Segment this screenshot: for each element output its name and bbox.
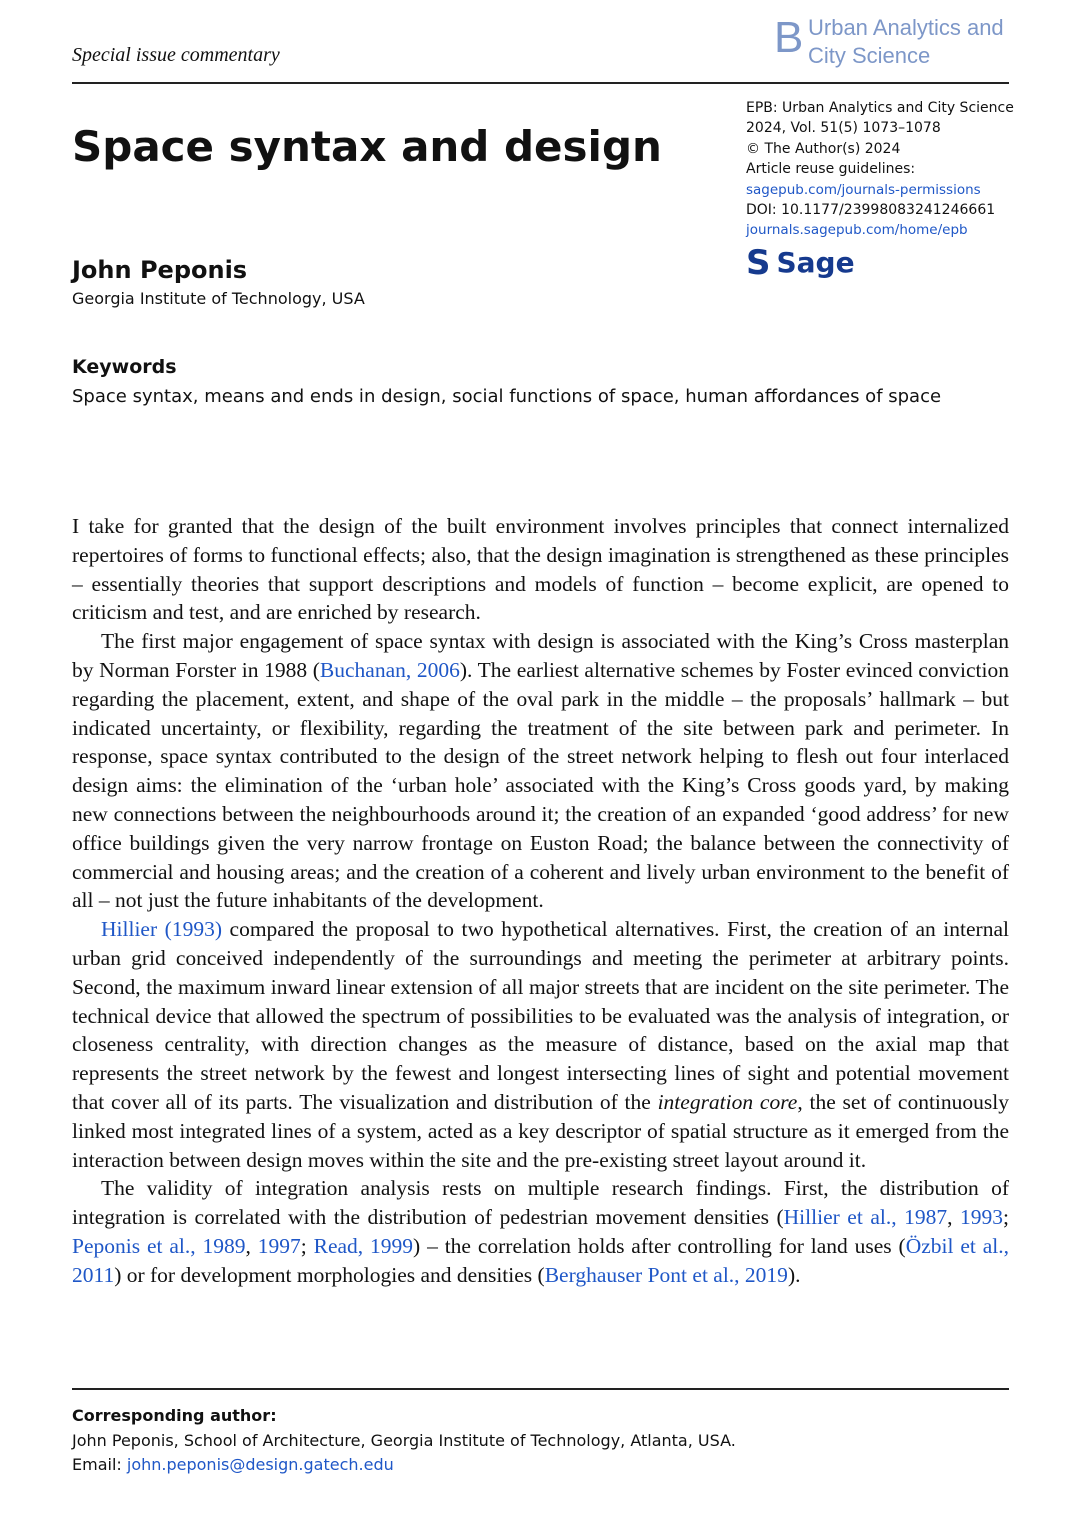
article-body [72,512,1009,1290]
citation-link[interactable]: Read, 1999 [313,1233,414,1258]
text-span: ). [787,1262,801,1287]
header-divider [72,82,1009,84]
citation-link[interactable]: 1997 [257,1233,301,1258]
italic-term: integration core [657,1089,798,1114]
text-span: The validity of integration analysis rests on multiple research findings. First, the distribution of integration is correlated with the distribution of pedestrian movement densities ( [72,1176,1009,1230]
journal-citation: EPB: Urban Analytics and City Science [746,100,1014,116]
text-span: ; [1003,1205,1010,1230]
issue-type-label: Special issue commentary [72,44,280,66]
citation-link[interactable]: 1993 [960,1205,1004,1230]
author-name: John Peponis [72,256,248,284]
copyright-notice: © The Author(s) 2024 [746,140,901,157]
text-span: ). The earliest alternative schemes by Foster evinced conviction regarding the placement, extent, and shape of the oval park in the middle – the proposals’ hallmark – but indicated uncertainty, or flexibility, regarding the treatment of the site between park and perimeter. In response, space syntax contributed to the design of the street network helping to flesh out four interlaced design aims: the elimination of the ‘urban hole’ associated with the King’s Cross goods yard, by making new connections between the neighbourhoods around it; the creation of an expanded ‘good address’ for new office buildings given the very narrow frontage on Euston Road; the balance between the connectivity of commercial and housing areas; and the creation of a coherent and lively urban environment to the benefit of all – not just the future inhabitants of the development. [72,657,1009,913]
text-span: , [245,1233,258,1258]
author-affiliation: Georgia Institute of Technology, USA [72,289,365,308]
journal-name-line1: Urban Analytics and [808,15,1004,40]
journal-home-link[interactable]: journals.sagepub.com/home/epb [746,222,968,239]
text-span: The first major engagement of space syntax with design is associated with the King’s Cross masterplan by Norman Forster in 1988 ( [72,629,1009,682]
doi[interactable]: DOI: 10.1177/23998083241246661 [746,202,996,219]
journal-name [808,14,1004,70]
reuse-label: Article reuse guidelines: [746,161,916,178]
citation-link[interactable]: Özbil et al., 2011 [72,1233,1009,1287]
email-label: Email: [72,1455,127,1474]
citation-link[interactable]: Hillier et al., 1987 [783,1205,948,1230]
text-span: compared the proposal to two hypothetical alternatives. First, the creation of an internal urban grid conceived independently of the surroundings and meeting the perimeter at arbitrary points. Second, the maximum inward linear extension of all major streets that are incident on the site perimeter. The technical device that allowed the spectrum of possibilities to be evaluated was the analysis of integration, or closeness centrality, with direction changes as the measure of distance, based on the axial map that represents the street network by the fewest and longest intersecting lines of sight and potential movement that cover all of its parts. The visualization and distribution of the [72,917,1009,1114]
journal-name-line2: City Science [808,43,931,68]
paragraph-1: I take for granted that the design of the built environment involves principles that connect internalized repertoires of forms to functional effects; also, that the design imagination is strengthened as these principles – essentially theories that support descriptions and models of function – become explicit, are opened to criticism and test, and are enriched by research. [72,514,1009,625]
journal-logo-letter: B [774,13,804,62]
publisher-logo[interactable] [746,244,855,282]
volume-info: 2024, Vol. 51(5) 1073–1078 [746,120,941,137]
keywords-list: Space syntax, means and ends in design, social functions of space, human affordances of space [72,386,942,407]
paragraph-3 [72,915,1009,1174]
text-span: , [947,1205,961,1230]
text-span: ; [300,1233,314,1258]
article-title: Space syntax and design [72,122,662,171]
email-link[interactable]: john.peponis@design.gatech.edu [126,1455,394,1474]
text-span: ) – the correlation holds after controlling for land uses ( [413,1233,906,1258]
citation-link[interactable]: Peponis et al., 1989 [72,1233,246,1258]
text-span: , the set of continuously linked most integrated lines of a system, acted as a key descriptor of spatial structure as it emerged from the interaction between design moves within the site and the pre-existing street layout around it. [72,1089,1009,1172]
corresponding-author-email [72,1455,394,1474]
sage-s-icon: S [746,243,771,283]
corresponding-author-address: John Peponis, School of Architecture, Georgia Institute of Technology, Atlanta, USA. [72,1431,736,1450]
citation-link[interactable]: Berghauser Pont et al., 2019 [544,1262,788,1287]
corresponding-author-heading: Corresponding author: [72,1406,277,1425]
publisher-name: Sage [776,246,855,279]
paragraph-2 [72,627,1009,915]
citation-link[interactable]: Buchanan, 2006 [319,657,460,682]
citation-link[interactable]: Hillier (1993) [101,917,222,942]
reuse-guidelines-link[interactable]: sagepub.com/journals-permissions [746,181,981,198]
article-metadata [746,98,1036,241]
text-span: ) or for development morphologies and densities ( [114,1262,545,1287]
paragraph-4 [72,1174,1009,1289]
footer-divider [72,1388,1009,1390]
keywords-heading: Keywords [72,356,177,378]
